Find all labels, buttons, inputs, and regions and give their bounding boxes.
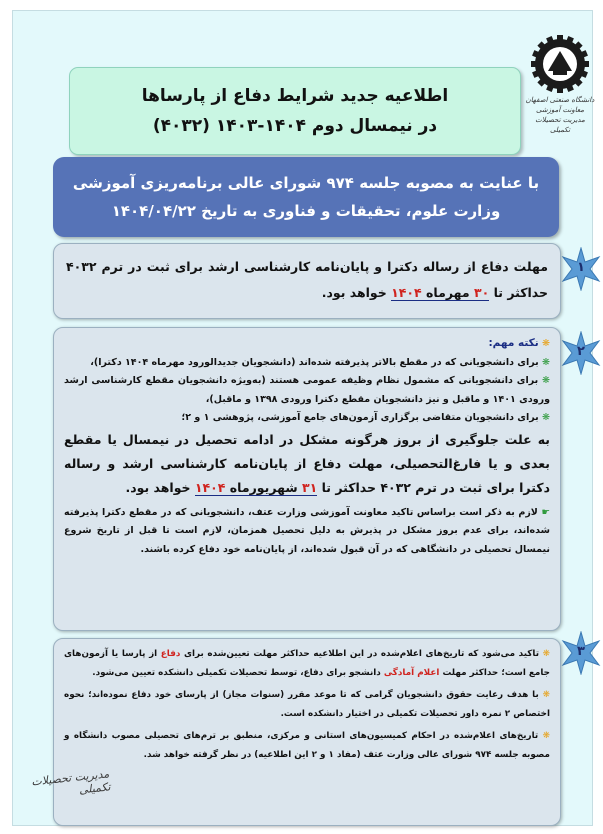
logo-caption-deputy: معاونت آموزشی (535, 106, 585, 114)
note-bullet-3: برای دانشجویان متقاضی برگزاری آزمون‌های جامع آموزشی، پژوهشی ۱ و ۲؛ (181, 412, 539, 423)
section-1-deadline-year: ۱۴۰۴ (391, 285, 422, 300)
section-3-p1-mid: از پارسا یا آزمون‌های جامع است؛ حداکثر مهلت (64, 649, 550, 678)
section-3-p1-defense: دفاع (160, 649, 181, 659)
approval-banner (53, 157, 559, 237)
title-box (69, 67, 521, 155)
note-bullet-1: برای دانشجویانی که در مقطع بالاتر پذیرفته شده‌اند (دانشجویان جدیدالورود مهرماه ۱۴۰۴ دکترا)، (90, 356, 539, 368)
section-2-deadline-day: ۳۱ (302, 479, 318, 495)
logo-caption-office: مدیریت تحصیلات تکمیلی (535, 116, 585, 134)
section-2-card (53, 327, 561, 631)
bullet-icon: ❋ (538, 690, 550, 700)
section-2-main-text: به علت جلوگیری از بروز هرگونه مشکل در ادامه تحصیل در نیمسال یا مقطع بعدی و یا فارغ‌التحصیلی، مهلت دفاع از پایان‌نامه کارشناسی ارشد و رساله دکترا برای ثبت در ترم ۴۰۳۲ حداکثر تا (64, 431, 550, 495)
section-3-p2: با هدف رعایت حقوق دانشجویان گرامی که تا موعد مقرر (سنوات مجاز) از پارسای خود دفاع نموده‌اند؛ نحوه اختصاص ۲ نمره داور تحصیلات تکمیلی در اختیار دانشکده است. (64, 690, 550, 719)
section-1-number: ۱ (577, 260, 585, 275)
bullet-icon: ❋ (538, 356, 550, 368)
section-2-main (64, 428, 550, 500)
section-2-main-end: خواهد بود. (125, 479, 195, 495)
bullet-icon: ❋ (538, 375, 550, 386)
section-1-deadline-day: ۳۰ (473, 285, 490, 300)
page-subtitle-term: در نیمسال دوم ۱۴۰۴-۱۴۰۳ (۴۰۳۲) (152, 116, 438, 136)
section-3-p1-end: دانشجو برای دفاع، توسط تحصیلات تکمیلی دانشکده تعیین می‌شود. (92, 667, 384, 678)
section-1-card (53, 243, 561, 319)
bullet-icon: ❋ (539, 649, 551, 659)
section-1-text: مهلت دفاع از رساله دکترا و پایان‌نامه کارشناسی ارشد برای ثبت در ترم ۴۰۳۲ حداکثر تا (66, 259, 548, 300)
note-bullet-2: برای دانشجویانی که مشمول نظام وظیفه عمومی هستند (به‌ویژه دانشجویان مقطع کارشناسی ارشد ورودی ۱۴۰۱ و ماقبل و نیز دانشجویان مقطع دکترا ورودی ۱۳۹۸ و ماقبل)، (64, 375, 550, 405)
university-logo (525, 33, 595, 158)
university-emblem-icon (529, 33, 591, 95)
bullet-icon: ❋ (538, 412, 550, 423)
section-2-star-icon (559, 331, 603, 375)
note-bullet-icon: ❋ (538, 338, 550, 349)
section-3-card (53, 638, 561, 826)
section-1-star-icon (559, 247, 603, 291)
signature: مدیریت تحصیلات تکمیلی (30, 767, 112, 797)
section-3-p1-readiness: اعلام آمادگی (383, 667, 440, 678)
section-2-number: ۲ (577, 344, 585, 359)
section-3-p3: تاریخ‌های اعلام‌شده در احکام کمیسیون‌های استانی و مرکزی، منطبق بر ترم‌های تحصیلی مصوب دانشگاه و مصوبه جلسه ۹۷۴ شورای عالی وزارت عتف (مفاد ۱ و ۲ این اطلاعیه) در نظر گرفته خواهد شد. (64, 731, 550, 760)
section-3-star-icon (559, 631, 603, 675)
notice-page (12, 10, 593, 826)
section-2-deadline-year: ۱۴۰۴ (194, 479, 226, 495)
section-2-deadline-month: شهریورماه (225, 479, 302, 495)
section-2-footnote: لازم به ذکر است براساس تاکید معاونت آموزشی وزارت عتف، دانشجویانی که در مقطع دکترا پذیرفته شده‌اند، برای عدم بروز مشکل در پذیرش به دلیل تحصیل همزمان، لازم است تا قبل از تاریخ شروع نیمسال تحصیلی در دانشگاهی که در آن قبول شده‌اند، از پایان‌نامه خود دفاع کرده باشند. (64, 506, 550, 555)
section-3-number: ۳ (577, 644, 585, 659)
pointing-hand-icon: ☛ (537, 506, 550, 518)
bullet-icon: ❋ (538, 731, 550, 741)
approval-line-2: وزارت علوم، تحقیقات و فناوری به تاریخ ۱۴۰۴/۰۴/۲۲ (111, 202, 501, 220)
note-title: نکته مهم: (488, 337, 539, 349)
section-1-deadline-month: مهرماه (421, 285, 474, 300)
page-title: اطلاعیه جدید شرایط دفاع از پارساها (141, 86, 449, 106)
section-1-text-end: خواهد بود. (321, 285, 392, 300)
logo-caption-university: دانشگاه صنعتی اصفهان (525, 96, 595, 104)
approval-line-1: با عنایت به مصوبه جلسه ۹۷۴ شورای عالی برنامه‌ریزی آموزشی (72, 174, 540, 192)
section-3-p1-start: تاکید می‌شود که تاریخ‌های اعلام‌شده در این اطلاعیه حداکثر مهلت تعیین‌شده برای (180, 649, 540, 659)
